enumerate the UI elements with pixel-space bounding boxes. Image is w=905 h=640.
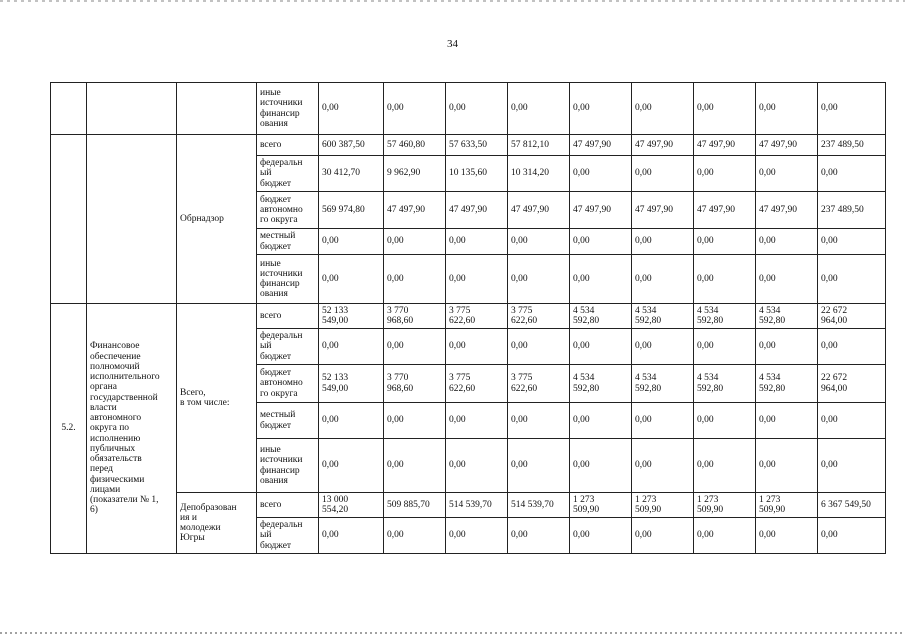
funding-source-cell: бюджет автономно го округа: [257, 192, 319, 229]
value-cell: 0,00: [446, 83, 508, 135]
value-cell: 0,00: [694, 229, 756, 255]
value-cell: 0,00: [694, 329, 756, 365]
value-cell: 22 672 964,00: [818, 365, 886, 403]
value-cell: 0,00: [508, 255, 570, 304]
value-cell: 0,00: [818, 255, 886, 304]
empty-index-cell: [51, 83, 87, 135]
value-cell: 3 775 622,60: [508, 365, 570, 403]
value-cell: 4 534 592,80: [570, 304, 632, 329]
value-cell: 0,00: [694, 83, 756, 135]
value-cell: 0,00: [756, 156, 818, 192]
page-number: 34: [447, 38, 458, 50]
value-cell: 4 534 592,80: [756, 365, 818, 403]
value-cell: 47 497,90: [756, 135, 818, 156]
value-cell: 0,00: [508, 403, 570, 439]
funding-source-cell: иные источники финансир ования: [257, 255, 319, 304]
value-cell: 0,00: [756, 83, 818, 135]
value-cell: 0,00: [632, 518, 694, 554]
value-cell: 47 497,90: [570, 135, 632, 156]
value-cell: 0,00: [632, 329, 694, 365]
value-cell: 47 497,90: [508, 192, 570, 229]
value-cell: 0,00: [570, 156, 632, 192]
scan-edge-top: [0, 0, 905, 2]
value-cell: 52 133 549,00: [319, 365, 384, 403]
value-cell: 0,00: [632, 255, 694, 304]
value-cell: 0,00: [570, 255, 632, 304]
value-cell: 4 534 592,80: [632, 365, 694, 403]
value-cell: 0,00: [694, 439, 756, 493]
value-cell: 0,00: [756, 403, 818, 439]
value-cell: 3 775 622,60: [508, 304, 570, 329]
value-cell: 0,00: [319, 439, 384, 493]
program-title: Финансовое обеспечение полномочий исполнительного органа государственной власти автономного округа по исполнению публичных обязательств перед физическими лицами (показатели № 1, 6): [87, 304, 177, 554]
value-cell: 1 273 509,90: [694, 493, 756, 518]
value-cell: 0,00: [384, 439, 446, 493]
value-cell: 47 497,90: [632, 135, 694, 156]
executor-obrnadzor: Обрнадзор: [177, 135, 257, 304]
value-cell: 0,00: [446, 229, 508, 255]
value-cell: 47 497,90: [694, 135, 756, 156]
value-cell: 0,00: [818, 439, 886, 493]
value-cell: 0,00: [508, 83, 570, 135]
scan-edge-bottom: [0, 632, 905, 634]
value-cell: 4 534 592,80: [694, 304, 756, 329]
value-cell: 0,00: [818, 403, 886, 439]
value-cell: 0,00: [570, 229, 632, 255]
value-cell: 0,00: [818, 329, 886, 365]
value-cell: 569 974,80: [319, 192, 384, 229]
value-cell: 237 489,50: [818, 192, 886, 229]
value-cell: 0,00: [570, 518, 632, 554]
value-cell: 47 497,90: [570, 192, 632, 229]
value-cell: 237 489,50: [818, 135, 886, 156]
funding-source-cell: иные источники финансир ования: [257, 439, 319, 493]
table-row: [51, 135, 886, 156]
value-cell: 514 539,70: [508, 493, 570, 518]
value-cell: 0,00: [570, 403, 632, 439]
value-cell: 0,00: [756, 439, 818, 493]
value-cell: 3 775 622,60: [446, 304, 508, 329]
value-cell: 4 534 592,80: [756, 304, 818, 329]
program-number: 5.2.: [51, 304, 87, 554]
value-cell: 0,00: [694, 518, 756, 554]
value-cell: 1 273 509,90: [570, 493, 632, 518]
value-cell: 0,00: [632, 229, 694, 255]
value-cell: 0,00: [756, 518, 818, 554]
funding-source-cell: федеральн ый бюджет: [257, 329, 319, 365]
value-cell: 0,00: [319, 255, 384, 304]
executor-depobrazovaniya: Депобразован ия и молодежи Югры: [177, 493, 257, 554]
value-cell: 509 885,70: [384, 493, 446, 518]
value-cell: 0,00: [319, 518, 384, 554]
value-cell: 47 497,90: [446, 192, 508, 229]
value-cell: 4 534 592,80: [570, 365, 632, 403]
value-cell: 0,00: [446, 518, 508, 554]
value-cell: 1 273 509,90: [632, 493, 694, 518]
value-cell: 57 812,10: [508, 135, 570, 156]
value-cell: 57 460,80: [384, 135, 446, 156]
value-cell: 0,00: [384, 229, 446, 255]
value-cell: 6 367 549,50: [818, 493, 886, 518]
value-cell: 0,00: [818, 156, 886, 192]
value-cell: 0,00: [319, 229, 384, 255]
value-cell: 0,00: [694, 403, 756, 439]
funding-source-cell: иные источники финансир ования: [257, 83, 319, 135]
value-cell: 52 133 549,00: [319, 304, 384, 329]
budget-table: [50, 82, 886, 554]
value-cell: 0,00: [818, 518, 886, 554]
empty-index-cell: [51, 135, 87, 304]
value-cell: 600 387,50: [319, 135, 384, 156]
value-cell: 0,00: [756, 255, 818, 304]
table-row: [51, 304, 886, 329]
value-cell: 0,00: [446, 329, 508, 365]
value-cell: 0,00: [756, 229, 818, 255]
value-cell: 1 273 509,90: [756, 493, 818, 518]
table-row: [51, 493, 886, 518]
value-cell: 0,00: [508, 518, 570, 554]
empty-executor-cell: [177, 83, 257, 135]
value-cell: 3 775 622,60: [446, 365, 508, 403]
value-cell: 0,00: [818, 83, 886, 135]
funding-source-cell: бюджет автономно го округа: [257, 365, 319, 403]
value-cell: 0,00: [384, 518, 446, 554]
empty-title-cell: [87, 83, 177, 135]
funding-source-cell: всего: [257, 135, 319, 156]
funding-source-cell: федеральн ый бюджет: [257, 518, 319, 554]
value-cell: 0,00: [570, 439, 632, 493]
value-cell: 0,00: [570, 83, 632, 135]
value-cell: 47 497,90: [756, 192, 818, 229]
value-cell: 0,00: [632, 156, 694, 192]
value-cell: 0,00: [384, 403, 446, 439]
value-cell: 0,00: [319, 329, 384, 365]
value-cell: 47 497,90: [632, 192, 694, 229]
value-cell: 30 412,70: [319, 156, 384, 192]
value-cell: 0,00: [632, 83, 694, 135]
value-cell: 0,00: [446, 255, 508, 304]
value-cell: 0,00: [384, 83, 446, 135]
value-cell: 0,00: [319, 403, 384, 439]
value-cell: 13 000 554,20: [319, 493, 384, 518]
value-cell: 514 539,70: [446, 493, 508, 518]
value-cell: 0,00: [508, 229, 570, 255]
empty-title-cell: [87, 135, 177, 304]
value-cell: 0,00: [508, 329, 570, 365]
value-cell: 0,00: [570, 329, 632, 365]
value-cell: 3 770 968,60: [384, 365, 446, 403]
value-cell: 10 135,60: [446, 156, 508, 192]
value-cell: 0,00: [694, 255, 756, 304]
value-cell: 9 962,90: [384, 156, 446, 192]
value-cell: 47 497,90: [694, 192, 756, 229]
value-cell: 0,00: [756, 329, 818, 365]
funding-source-cell: местный бюджет: [257, 229, 319, 255]
value-cell: 0,00: [508, 439, 570, 493]
value-cell: 3 770 968,60: [384, 304, 446, 329]
value-cell: 22 672 964,00: [818, 304, 886, 329]
value-cell: 0,00: [632, 403, 694, 439]
funding-source-cell: федеральн ый бюджет: [257, 156, 319, 192]
executor-total: Всего, в том числе:: [177, 304, 257, 493]
value-cell: 0,00: [446, 403, 508, 439]
funding-source-cell: всего: [257, 493, 319, 518]
value-cell: 4 534 592,80: [694, 365, 756, 403]
value-cell: 47 497,90: [384, 192, 446, 229]
value-cell: 0,00: [446, 439, 508, 493]
value-cell: 57 633,50: [446, 135, 508, 156]
value-cell: 0,00: [694, 156, 756, 192]
value-cell: 4 534 592,80: [632, 304, 694, 329]
funding-source-cell: местный бюджет: [257, 403, 319, 439]
value-cell: 10 314,20: [508, 156, 570, 192]
value-cell: 0,00: [818, 229, 886, 255]
funding-source-cell: всего: [257, 304, 319, 329]
table-row: [51, 83, 886, 135]
value-cell: 0,00: [384, 329, 446, 365]
value-cell: 0,00: [319, 83, 384, 135]
value-cell: 0,00: [384, 255, 446, 304]
value-cell: 0,00: [632, 439, 694, 493]
